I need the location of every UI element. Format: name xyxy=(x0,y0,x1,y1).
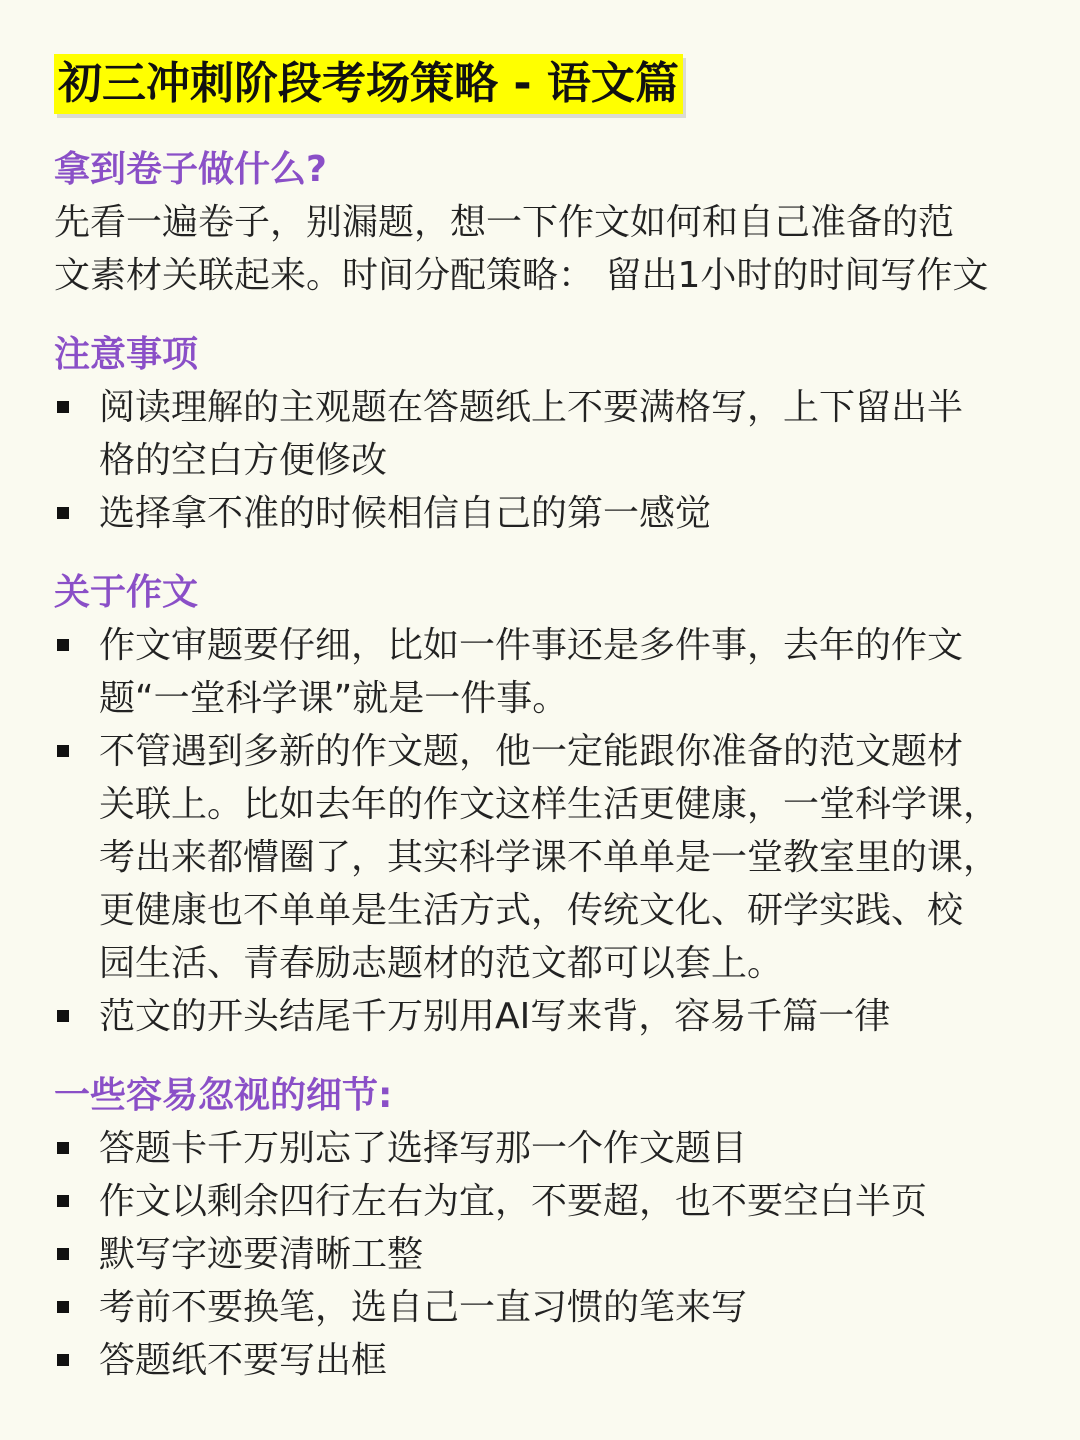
list-item-line: 不管遇到多新的作文题，他一定能跟你准备的范文题材 xyxy=(99,731,964,772)
list-item xyxy=(54,381,1074,487)
list-item-line: 园生活、青春励志题材的范文都可以套上。 xyxy=(99,943,784,984)
list-item-line: 考前不要换笔，选自己一直习惯的笔来写 xyxy=(99,1287,748,1328)
list-item-line: 作文审题要仔细，比如一件事还是多件事，去年的作文 xyxy=(99,625,964,666)
paragraph-line: 文素材关联起来。时间分配策略： 留出1小时的时间写作文 xyxy=(54,255,989,296)
list-item xyxy=(54,487,1074,540)
list-item xyxy=(54,1281,1074,1334)
content xyxy=(54,144,1074,1387)
bullet-square-icon xyxy=(57,1010,69,1022)
list-item-line: 选择拿不准的时候相信自己的第一感觉 xyxy=(99,493,712,534)
list-item-line: 答题卡千万别忘了选择写那一个作文题目 xyxy=(99,1128,748,1169)
list-item-line: 作文以剩余四行左右为宜，不要超，也不要空白半页 xyxy=(99,1181,928,1222)
bullet-square-icon xyxy=(57,1195,69,1207)
bullet-square-icon xyxy=(57,639,69,651)
bullet-square-icon xyxy=(57,1354,69,1366)
list-item-line: 题“一堂科学课”就是一件事。 xyxy=(99,678,569,719)
list-item xyxy=(54,990,1074,1043)
list-item-line: 答题纸不要写出框 xyxy=(99,1340,388,1381)
list-item xyxy=(54,619,1074,725)
paragraph-line: 先看一遍卷子，别漏题，想一下作文如何和自己准备的范 xyxy=(54,202,955,243)
list-item xyxy=(54,1175,1074,1228)
section-get-paper xyxy=(54,144,1074,302)
bullet-square-icon xyxy=(57,507,69,519)
list-item-line: 默写字迹要清晰工整 xyxy=(99,1234,424,1275)
section-details xyxy=(54,1070,1074,1387)
page-title: 初三冲刺阶段考场策略 - 语文篇 xyxy=(54,54,683,114)
list-item-line: 格的空白方便修改 xyxy=(99,440,388,481)
bullet-square-icon xyxy=(57,1142,69,1154)
section-heading-details: 一些容易忽视的细节: xyxy=(54,1075,393,1116)
section-heading-get-paper: 拿到卷子做什么? xyxy=(54,149,327,190)
list-item xyxy=(54,1122,1074,1175)
list-item-line: 阅读理解的主观题在答题纸上不要满格写，上下留出半 xyxy=(99,387,964,428)
details-list xyxy=(54,1122,1074,1387)
list-item-line: 关联上。比如去年的作文这样生活更健康，一堂科学课， xyxy=(99,784,1000,825)
list-item xyxy=(54,725,1074,990)
list-item xyxy=(54,1228,1074,1281)
bullet-square-icon xyxy=(57,401,69,413)
section-essay xyxy=(54,567,1074,1043)
notes-list xyxy=(54,381,1074,540)
list-item-line: 范文的开头结尾千万别用AI写来背，容易千篇一律 xyxy=(99,996,891,1037)
title-block xyxy=(54,54,683,114)
section-notes xyxy=(54,329,1074,540)
list-item-line: 考出来都懵圈了，其实科学课不单单是一堂教室里的课， xyxy=(99,837,1000,878)
essay-list xyxy=(54,619,1074,1043)
section-heading-essay: 关于作文 xyxy=(54,572,199,613)
bullet-square-icon xyxy=(57,745,69,757)
list-item-line: 更健康也不单单是生活方式，传统文化、研学实践、校 xyxy=(99,890,964,931)
section-heading-notes: 注意事项 xyxy=(54,334,199,375)
get-paper-paragraph xyxy=(54,196,1074,302)
list-item xyxy=(54,1334,1074,1387)
bullet-square-icon xyxy=(57,1248,69,1260)
bullet-square-icon xyxy=(57,1301,69,1313)
